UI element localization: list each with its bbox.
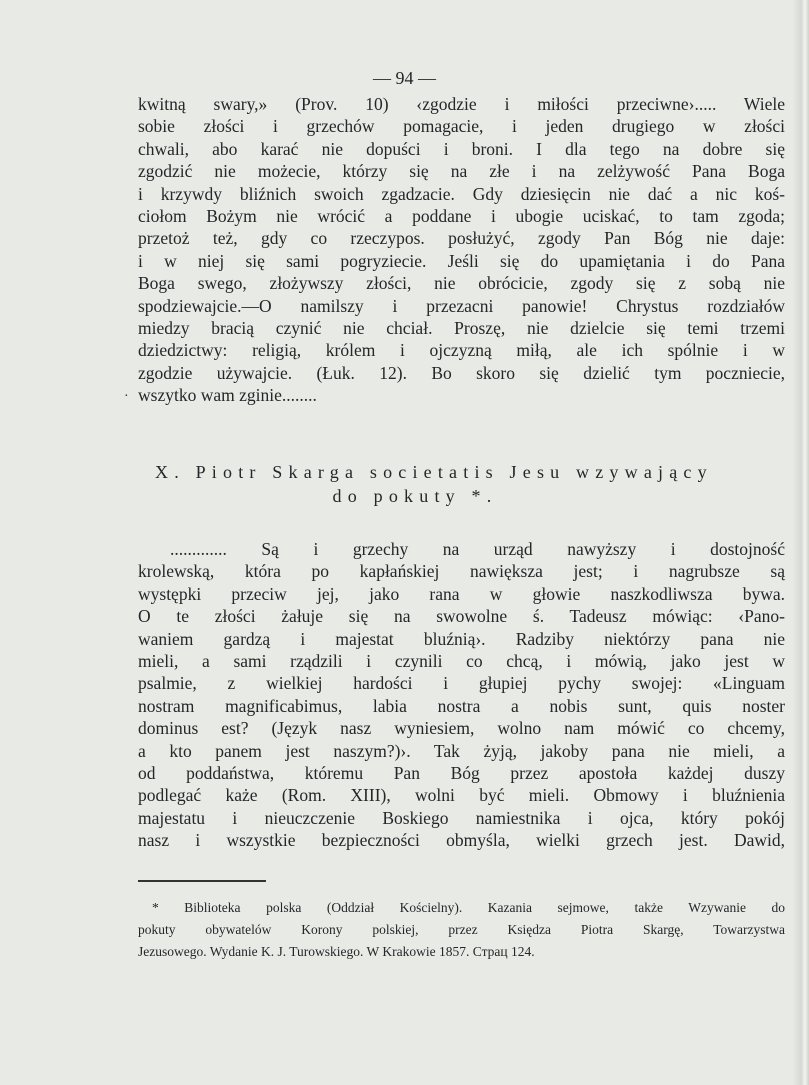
text-line: Boga swego, złożywszy złości, nie obrócicie, zgody się z sobą nie [138, 273, 785, 294]
page-number: — 94 — [373, 68, 436, 88]
text-line: zgodzić nie możecie, którzy się na złe i na zelżywość Pana Boga [138, 161, 785, 182]
text-line: i w niej się sami pogryziecie. Jeśli się do upamiętania i do Pana [138, 250, 785, 271]
paragraph-2 [138, 538, 785, 851]
text-line: chwali, abo karać nie dopuści i broni. I dla tego na dobre się [138, 138, 785, 159]
section-heading [155, 460, 785, 508]
footnote-divider [138, 880, 266, 882]
text-line: zgodzie używajcie. (Łuk. 12). Bo skoro się dzielić tym poczniecie, [138, 362, 785, 383]
footnote-line: Jezusowego. Wydanie K. J. Turowskiego. W Krakowie 1857. Страц 124. [138, 944, 535, 959]
footnote [138, 897, 785, 963]
text-line: dominus est? (Język nasz wyniesiem, wolno nam mówić co chcemy, [138, 718, 785, 739]
text-line: przetoż też, gdy co rzeczypos. posłużyć, zgody Pan Bóg nie daje: [138, 228, 785, 249]
margin-mark: · [124, 389, 129, 404]
text-line: wszytko wam zginie........ [138, 385, 317, 406]
text-line: sobie złości i grzechów pomagacie, i jeden drugiego w złości [138, 116, 785, 137]
text-line: nasz i wszystkie bezpieczności obmyśla, wielki grzech jest. Dawid, [138, 830, 785, 851]
text-line: miedzy bracią czynić nie chciał. Proszę, nie dzielcie się temi trzemi [138, 317, 785, 338]
text-line: podlegać każe (Rom. XIII), wolni być mieli. Obmowy i bluźnienia [138, 785, 785, 806]
text-line: i krzywdy bliźnich swoich zgadzacie. Gdy dziesięcin nie dać a nic koś- [138, 183, 785, 204]
text-line: psalmie, z wielkiej hardości i głupiej pychy swojej: «Linguam [138, 673, 785, 694]
text-line: majestatu i nieuczczenie Boskiego namiestnika i ojca, który pokój [138, 807, 785, 828]
text-line: a kto panem jest naszym?)›. Tak żyją, jakoby pana nie mieli, a [138, 740, 785, 761]
footnote-line: * Biblioteka polska (Oddział Kościelny). Kazania sejmowe, także Wzywanie do [152, 900, 785, 915]
text-line: występki przeciw jej, jako rana w głowie naszkodliwsza bywa. [138, 583, 785, 604]
text-line: ............. Są i grzechy na urząd nawyższy i dostojność [170, 539, 785, 559]
text-line: waniem gardzą i majestat bluźnią›. Radziby niektórzy pana nie [138, 628, 785, 649]
page-edge-shadow [793, 0, 809, 1085]
heading-line-1: X. Piotr Skarga societatis Jesu wzywający [155, 462, 713, 482]
text-line: nostram magnificabimus, labia nostra a nobis sunt, quis noster [138, 695, 785, 716]
text-line: O te złości żałuje się na swowolne ś. Tadeusz mówiąc: ‹Pano- [138, 606, 785, 627]
text-line: spodziewajcie.—O namilszy i przezacni panowie! Chrystus rozdziałów [138, 295, 785, 316]
paragraph-1 [138, 93, 785, 406]
text-line: ciołom Bożym nie wrócić a poddane i ubogie uciskać, to tam zgoda; [138, 205, 785, 226]
text-line: krolewską, która po kapłańskiej nawiększa jest; i nagrubsze są [138, 561, 785, 582]
text-line: kwitną swary,» (Prov. 10) ‹zgodzie i miłości przeciwne›..... Wiele [138, 94, 785, 114]
heading-line-2: do pokuty *. [332, 486, 498, 506]
text-line: mieli, a sami rządzili i czynili co chcą, i mówią, jako jest w [138, 650, 785, 671]
text-line: od poddaństwa, któremu Pan Bóg przez apostoła każdej duszy [138, 762, 785, 783]
text-line: dziedzictwy: religią, królem i ojczyzną miłą, ale ich spólnie i w [138, 340, 785, 361]
footnote-line: pokuty obywatelów Korony polskiej, przez Księdza Piotra Skargę, Towarzystwa [138, 922, 785, 937]
